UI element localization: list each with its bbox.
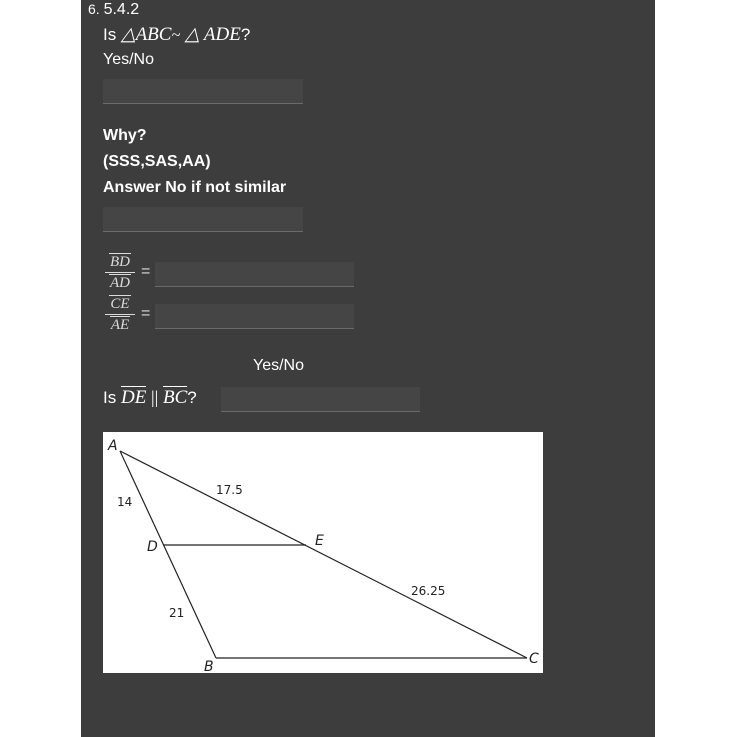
parallel-symbol: || bbox=[151, 387, 159, 407]
triangle-ade: △ ADE bbox=[184, 24, 241, 45]
side-ab bbox=[120, 451, 216, 658]
ratio-ce-ae-input[interactable] bbox=[155, 304, 354, 329]
length-ae-label: 17.5 bbox=[216, 483, 243, 497]
similar-symbol: ~ bbox=[171, 27, 181, 44]
segment-de: DE bbox=[120, 387, 147, 408]
parallel-prefix: Is bbox=[103, 388, 117, 407]
length-ad-label: 14 bbox=[117, 495, 133, 509]
similarity-answer-input[interactable] bbox=[103, 79, 303, 104]
triangle-diagram bbox=[103, 432, 543, 673]
triangle-figure bbox=[103, 432, 543, 673]
reason-answer-input[interactable] bbox=[103, 207, 303, 232]
question-number: 6. bbox=[88, 1, 100, 17]
similarity-hint: Yes/No bbox=[103, 51, 154, 68]
ratio-bd-ad-input[interactable] bbox=[155, 262, 354, 287]
ratio-bd-ad bbox=[105, 253, 135, 292]
criteria-label: (SSS,SAS,AA) bbox=[103, 153, 211, 170]
not-similar-note: Answer No if not similar bbox=[103, 179, 287, 196]
point-c-label: C bbox=[529, 651, 539, 667]
point-b-label: B bbox=[204, 659, 214, 673]
parallel-question-mark: ? bbox=[187, 388, 197, 407]
point-d-label: D bbox=[147, 539, 158, 555]
side-ac bbox=[120, 451, 527, 658]
length-ec-label: 26.25 bbox=[411, 584, 446, 598]
question-mark: ? bbox=[240, 25, 251, 44]
ratio-ce-ae bbox=[105, 295, 135, 334]
triangle-abc: △ABC bbox=[120, 24, 172, 45]
ratio-bd-numerator: BD bbox=[110, 254, 130, 270]
segment-bc: BC bbox=[162, 387, 188, 408]
point-a-label: A bbox=[108, 438, 118, 454]
question-panel bbox=[81, 0, 655, 737]
ratio-ce-equals: = bbox=[141, 305, 151, 322]
parallel-question bbox=[103, 387, 197, 409]
ratio-ce-denominator: AE bbox=[110, 317, 130, 333]
point-e-label: E bbox=[315, 533, 324, 549]
question-number-row bbox=[88, 1, 139, 19]
parallel-answer-input[interactable] bbox=[221, 387, 420, 412]
parallel-hint: Yes/No bbox=[253, 357, 304, 374]
similarity-question bbox=[103, 23, 250, 46]
ratio-ce-numerator: CE bbox=[110, 296, 130, 312]
why-label: Why? bbox=[103, 127, 147, 144]
length-db-label: 21 bbox=[169, 606, 185, 620]
ratio-bd-equals: = bbox=[141, 263, 151, 280]
similarity-prefix: Is bbox=[103, 25, 117, 44]
ratio-bd-denominator: AD bbox=[110, 275, 130, 291]
question-code: 5.4.2 bbox=[103, 1, 140, 18]
